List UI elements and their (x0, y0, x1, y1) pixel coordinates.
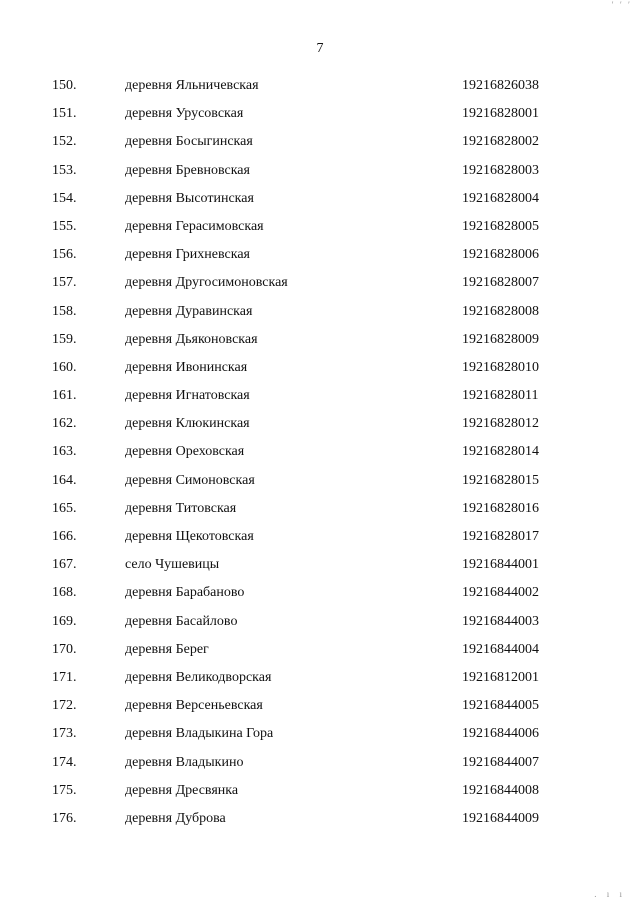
settlement-name: деревня Игнатовская (125, 388, 250, 404)
settlement-name: деревня Басайлово (125, 613, 238, 629)
settlement-name: деревня Дресвянка (125, 782, 239, 798)
oktmo-code: 19216828005 (462, 218, 539, 234)
oktmo-code: 19216828011 (462, 388, 539, 404)
table-row (0, 245, 640, 273)
row-number: 157. (52, 275, 77, 291)
row-number: 169. (52, 613, 77, 629)
settlement-name: деревня Яльничевская (125, 78, 259, 93)
oktmo-code: 19216828015 (462, 472, 539, 488)
oktmo-code: 19216812001 (462, 669, 539, 685)
oktmo-code: 19216828012 (462, 416, 539, 432)
row-number: 171. (52, 669, 77, 685)
table-row (0, 330, 640, 358)
table-row (0, 781, 640, 809)
settlement-name: деревня Дуброва (125, 810, 226, 826)
table-row (0, 189, 640, 217)
bottom-marks: . ı ı (594, 889, 626, 899)
table-row (0, 414, 640, 442)
settlement-name: деревня Высотинская (125, 190, 254, 206)
table-row (0, 724, 640, 752)
oktmo-code: 19216844003 (462, 613, 539, 629)
table-row (0, 612, 640, 640)
table-row (0, 358, 640, 386)
oktmo-code: 19216844001 (462, 557, 539, 573)
settlement-name: деревня Урусовская (125, 106, 244, 122)
row-number: 153. (52, 162, 77, 178)
settlement-name: деревня Владыкино (125, 754, 244, 770)
oktmo-code: 19216828009 (462, 331, 539, 347)
oktmo-code: 19216844008 (462, 782, 539, 798)
row-number: 159. (52, 331, 77, 347)
settlement-name: деревня Барабаново (125, 585, 245, 601)
oktmo-code: 19216828010 (462, 359, 539, 375)
settlement-name: деревня Щекотовская (125, 529, 254, 544)
row-number: 154. (52, 190, 77, 206)
table-row (0, 583, 640, 611)
row-number: 165. (52, 500, 77, 516)
row-number: 176. (52, 810, 77, 826)
oktmo-code: 19216828016 (462, 500, 539, 516)
corner-marks: ′ ′ ′ (611, 0, 632, 10)
oktmo-code: 19216844009 (462, 810, 539, 826)
oktmo-code: 19216844004 (462, 641, 539, 657)
table-row (0, 471, 640, 499)
table-row (0, 640, 640, 668)
oktmo-code: 19216828017 (462, 529, 539, 544)
oktmo-code: 19216844006 (462, 726, 539, 742)
table-row (0, 442, 640, 470)
oktmo-code: 19216828003 (462, 162, 539, 178)
settlement-name: деревня Грихневская (125, 247, 250, 263)
settlement-name: деревня Другосимоновская (125, 275, 288, 291)
table-row (0, 273, 640, 301)
table-row (0, 555, 640, 583)
settlement-name: село Чушевицы (125, 557, 220, 573)
settlement-name: деревня Титовская (125, 500, 237, 516)
settlement-name: деревня Симоновская (125, 472, 255, 488)
oktmo-code: 19216828001 (462, 106, 539, 122)
row-number: 173. (52, 726, 77, 742)
row-number: 158. (52, 303, 77, 319)
settlement-list (0, 76, 640, 837)
settlement-name: деревня Ивонинская (125, 359, 248, 375)
oktmo-code: 19216844002 (462, 585, 539, 601)
table-row (0, 753, 640, 781)
row-number: 167. (52, 557, 77, 573)
table-row (0, 302, 640, 330)
settlement-name: деревня Великодворская (125, 669, 272, 685)
settlement-name: деревня Дьяконовская (125, 331, 258, 347)
oktmo-code: 19216828007 (462, 275, 539, 291)
table-row (0, 527, 640, 555)
oktmo-code: 19216828014 (462, 444, 539, 460)
settlement-name: деревня Дуравинская (125, 303, 253, 319)
oktmo-code: 19216844007 (462, 754, 539, 770)
settlement-name: деревня Бревновская (125, 162, 250, 178)
oktmo-code: 19216828008 (462, 303, 539, 319)
settlement-name: деревня Ореховская (125, 444, 245, 460)
row-number: 160. (52, 359, 77, 375)
row-number: 163. (52, 444, 77, 460)
settlement-name: деревня Босыгинская (125, 134, 253, 150)
settlement-name: деревня Версеньевская (125, 698, 263, 714)
table-row (0, 668, 640, 696)
table-row (0, 499, 640, 527)
oktmo-code: 19216826038 (462, 78, 539, 93)
settlement-name: деревня Владыкина Гора (125, 726, 274, 742)
table-row (0, 76, 640, 104)
row-number: 151. (52, 106, 77, 122)
page-number: 7 (316, 41, 324, 56)
row-number: 168. (52, 585, 77, 601)
oktmo-code: 19216828002 (462, 134, 539, 150)
row-number: 164. (52, 472, 77, 488)
row-number: 175. (52, 782, 77, 798)
row-number: 152. (52, 134, 77, 150)
oktmo-code: 19216828004 (462, 190, 539, 206)
settlement-name: деревня Берег (125, 641, 209, 657)
settlement-name: деревня Герасимовская (125, 218, 264, 234)
row-number: 156. (52, 247, 77, 263)
table-row (0, 104, 640, 132)
table-row (0, 161, 640, 189)
oktmo-code: 19216844005 (462, 698, 539, 714)
row-number: 161. (52, 388, 77, 404)
oktmo-code: 19216828006 (462, 247, 539, 263)
table-row (0, 132, 640, 160)
row-number: 174. (52, 754, 77, 770)
table-row (0, 696, 640, 724)
table-row (0, 217, 640, 245)
row-number: 172. (52, 698, 77, 714)
row-number: 162. (52, 416, 77, 432)
row-number: 150. (52, 78, 77, 93)
table-row (0, 386, 640, 414)
settlement-name: деревня Клюкинская (125, 416, 250, 432)
row-number: 155. (52, 218, 77, 234)
row-number: 170. (52, 641, 77, 657)
table-row (0, 809, 640, 837)
row-number: 166. (52, 529, 77, 544)
